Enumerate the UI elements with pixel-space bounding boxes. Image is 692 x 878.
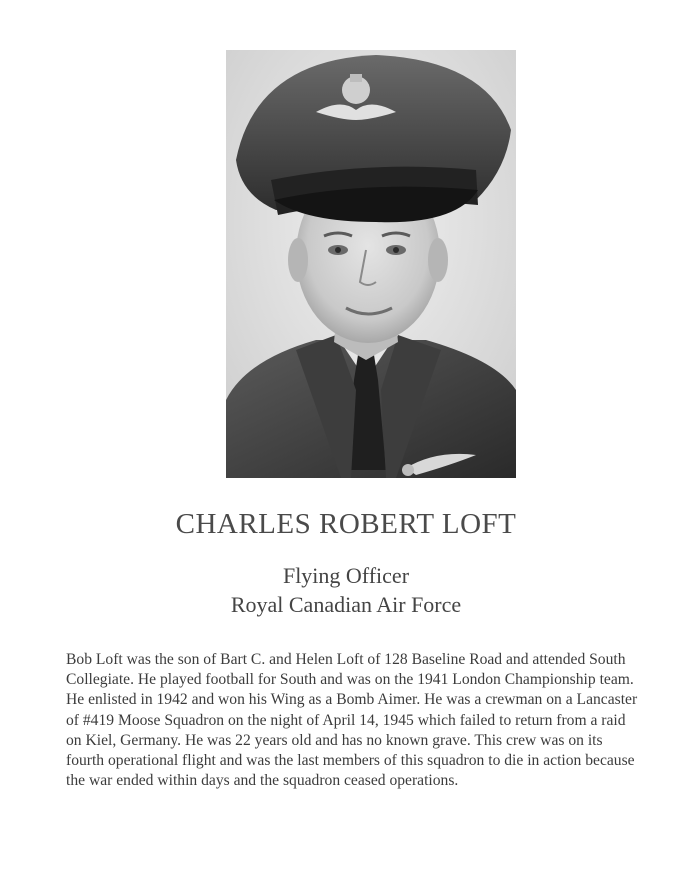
person-name: CHARLES ROBERT LOFT xyxy=(175,508,517,540)
biography-text: Bob Loft was the son of Bart C. and Helen Loft of 128 Baseline Road and attended South Collegiate. He played football for South and was on the 1941 London Championship team. He enlisted in 1942 and won his Wing as a Bomb Aimer. He was a crewman on a Lancaster of #419 Moose Squadron on the night of April 14, 1945 which failed to return from a raid on Kiel, Germany. He was 22 years old and has no known grave. This crew was on its fourth operational flight and was the last members of this squadron to die in action because the war ended within days and the squadron ceased operations. xyxy=(66,651,638,790)
service-branch: Royal Canadian Air Force xyxy=(230,592,462,617)
rank: Flying Officer xyxy=(282,563,410,588)
portrait-photo xyxy=(226,50,516,478)
portrait-illustration xyxy=(226,50,516,478)
